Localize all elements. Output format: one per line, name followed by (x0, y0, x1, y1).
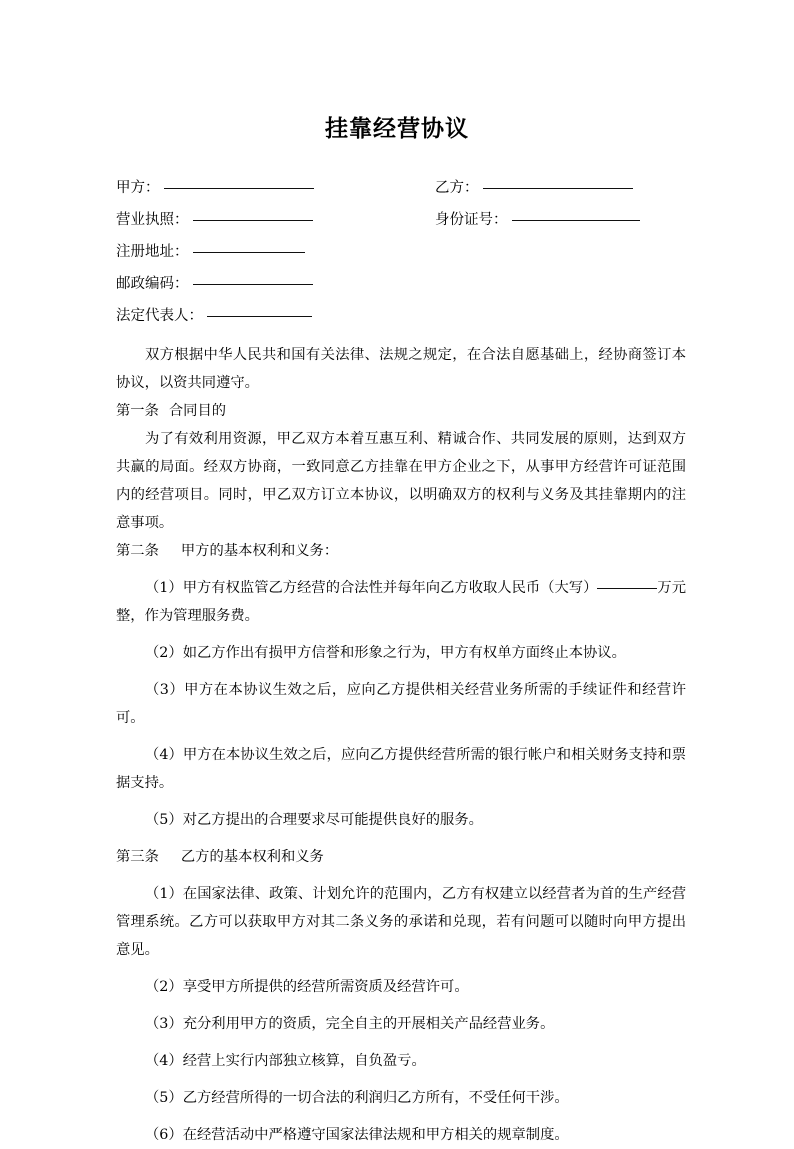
document-content (108, 0, 686, 1149)
preamble-paragraph: 双方根据中华人民共和国有关法律、法规之规定，在合法自愿基础上，经协商签订本协议，以资共同遵守。 (116, 346, 686, 391)
article-2-item-2: （2）如乙方作出有损甲方信誉和形象之行为，甲方有权单方面终止本协议。 (145, 644, 626, 661)
article-3-item-3: （3）充分利用甲方的资质，完全自主的开展相关产品经营业务。 (145, 1015, 555, 1032)
page-title: 挂靠经营协议 (325, 115, 469, 142)
field-group-legal-representative (116, 300, 312, 332)
field-input-party-b[interactable] (483, 188, 633, 189)
article-number-2: 第二条 (116, 542, 159, 559)
field-label-party-b: 乙方： (435, 179, 479, 196)
article-heading-3 (108, 843, 686, 871)
field-group-party-b (435, 172, 633, 204)
field-row (108, 268, 686, 300)
field-input-party-a[interactable] (164, 188, 314, 189)
field-label-business-license: 营业执照： (116, 211, 189, 228)
article-number-3: 第三条 (116, 848, 159, 865)
article-title-2: 甲方的基本权利和义务： (180, 542, 339, 559)
article-3-item-4: （4）经营上实行内部独立核算，自负盈亏。 (145, 1052, 426, 1069)
party-fields-block (108, 172, 686, 332)
field-label-party-a: 甲方： (116, 179, 160, 196)
field-input-registered-address[interactable] (193, 252, 305, 253)
field-input-legal-representative[interactable] (207, 316, 312, 317)
field-row (108, 172, 686, 204)
field-label-postal-code: 邮政编码： (116, 275, 189, 292)
field-row (108, 236, 686, 268)
article-2-item-5: （5）对乙方提出的合理要求尽可能提供良好的服务。 (145, 811, 483, 828)
field-group-business-license (116, 204, 313, 236)
article-3-item-1: （1）在国家法律、政策、计划允许的范围内，乙方有权建立以经营者为首的生产经营管理系统。乙方可以获取甲方对其二条义务的承诺和兑现，若有问题可以随时向甲方提出意见。 (116, 885, 686, 958)
field-input-id-number[interactable] (512, 220, 640, 221)
field-label-id-number: 身份证号： (435, 211, 508, 228)
article-3-item-2: （2）享受甲方所提供的经营所需资质及经营许可。 (145, 978, 469, 995)
article-3-item-6: （6）在经营活动中严格遵守国家法律法规和甲方相关的规章制度。 (145, 1126, 569, 1143)
article-heading-1 (108, 397, 686, 425)
article-1-paragraph: 为了有效利用资源，甲乙双方本着互惠互利、精诚合作、共同发展的原则，达到双方共赢的局面。经双方协商，一致同意乙方挂靠在甲方企业之下，从事甲方经营许可证范围内的经营项目。同时，甲乙双方订立本协议，以明确双方的权利与义务及其挂靠期内的注意事项。 (116, 430, 686, 531)
article-heading-2 (108, 537, 686, 565)
article-2-item-1-text-before: （1）甲方有权监管乙方经营的合法性并每年向乙方收取人民币（大写） (145, 579, 598, 596)
field-row (108, 204, 686, 236)
article-number-1: 第一条 (116, 402, 159, 419)
field-label-registered-address: 注册地址： (116, 243, 189, 260)
article-2-item-1-blank[interactable] (597, 588, 657, 589)
article-3-item-5: （5）乙方经营所得的一切合法的利润归乙方所有，不受任何干涉。 (145, 1089, 569, 1106)
article-2-item-1-text-after: 万元整，作为管理服务费。 (116, 579, 687, 624)
article-2-item-4: （4）甲方在本协议生效之后，应向乙方提供经营所需的银行帐户和相关财务支持和票据支持。 (116, 746, 686, 791)
field-row (108, 300, 686, 332)
field-input-postal-code[interactable] (193, 284, 313, 285)
article-2-item-3: （3）甲方在本协议生效之后，应向乙方提供相关经营业务所需的手续证件和经营许可。 (116, 681, 686, 726)
field-label-legal-representative: 法定代表人： (116, 307, 203, 324)
article-2-item-1 (108, 574, 686, 630)
field-group-party-a (116, 172, 314, 204)
field-group-id-number (435, 204, 640, 236)
field-group-postal-code (116, 268, 313, 300)
field-group-registered-address (116, 236, 305, 268)
article-title-3: 乙方的基本权利和义务 (180, 848, 324, 865)
article-title-1: 合同目的 (168, 402, 227, 419)
field-input-business-license[interactable] (193, 220, 313, 221)
